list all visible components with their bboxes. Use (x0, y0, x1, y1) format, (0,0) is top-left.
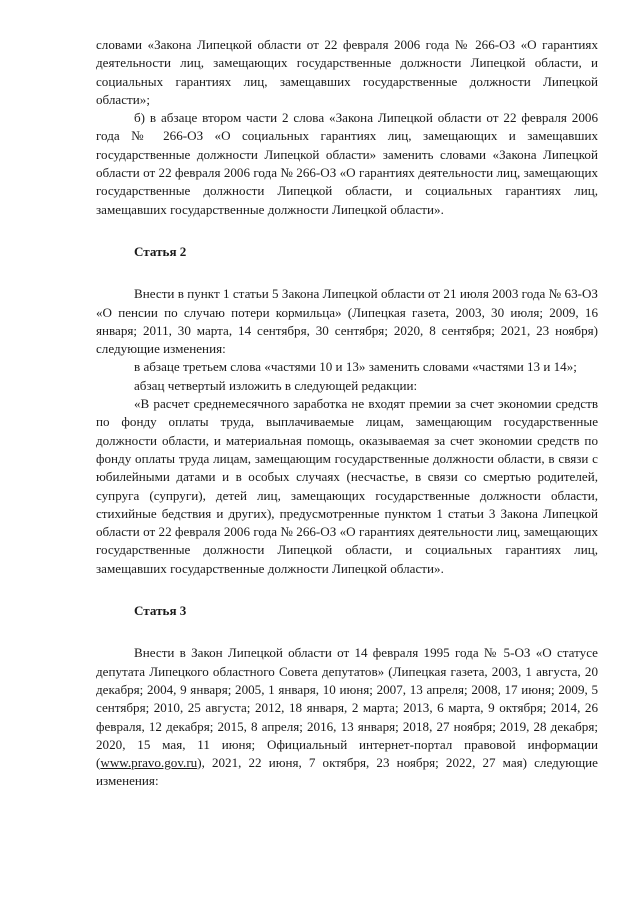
pravo-gov-link[interactable]: www.pravo.gov.ru (100, 755, 198, 771)
article-2-item-1: в абзаце третьем слова «частями 10 и 13» заменить словами «частями 13 и 14»; (134, 359, 577, 375)
article-3-intro-part-2: ), 2021, 22 июня, 7 октября, 23 ноября; 2022, 27 мая) следующие изменения: (96, 755, 598, 789)
article-3-intro (96, 644, 598, 790)
paragraph-item-b: б) в абзаце втором части 2 слова «Закона Липецкой области от 22 февраля 2006 года № 266-ОЗ «О социальных гарантиях лиц, замещающих и замещавших государственные должности Липецкой области» заменить словами «Закона Липецкой области от 22 февраля 2006 года № 266-ОЗ «О гарантиях деятельности лиц, замещающих государственные должности Липецкой области, и социальных гарантиях лиц, замещавших государственные должности Липецкой области». (96, 110, 598, 217)
article-2-quote: «В расчет среднемесячного заработка не входят премии за счет экономии средств по фонду оплаты труда, выплачиваемые лицам, замещающим государственные должности области, и материальная помощь, оказываемая за счет экономии средств по фонду оплаты труда лицам, замещающим государственные должности области, в связи с юбилейными датами и в особых случаях (несчастье, в связи со смертью родителей, супруга (супруги), детей лиц, замещающих государственные должности области, стихийные бедствия и других), предусмотренные пунктом 1 статьи 3 Закона Липецкой области от 22 февраля 2006 года № 266-ОЗ «О гарантиях деятельности лиц, замещающих государственные должности Липецкой области, и социальных гарантиях лиц, замещавших государственные должности Липецкой области». (96, 396, 598, 576)
article-3-heading: Статья 3 (134, 603, 187, 619)
article-2-item-2: абзац четвертый изложить в следующей редакции: (134, 377, 418, 393)
article-3-intro-part-1: Внести в Закон Липецкой области от 14 февраля 1995 года № 5-ОЗ «О статусе депутата Липецкого областного Совета депутатов» (Липецкая газета, 2003, 1 августа, 20 декабря; 2004, 9 января; 2005, 1 января, 10 июня; 2007, 13 апреля; 2008, 17 июня; 2009, 5 сентября; 2010, 25 августа; 2012, 18 января, 2 марта; 2013, 6 марта, 9 октября; 2014, 26 февраля, 12 декабря; 2015, 8 апреля; 2016, 13 января; 2018, 27 ноября; 2019, 28 декабря; 2020, 15 мая, 11 июня; Официальный интернет-портал правовой информации ( (96, 645, 598, 771)
paragraph-continuation: словами «Закона Липецкой области от 22 февраля 2006 года № 266-ОЗ «О гарантиях деятельности лиц, замещающих государственные должности Липецкой области, и социальных гарантиях лиц, замещавших государственные должности Липецкой области»; (96, 37, 598, 107)
article-2-heading: Статья 2 (134, 243, 187, 259)
document-page (96, 36, 598, 791)
article-2-intro: Внести в пункт 1 статьи 5 Закона Липецкой области от 21 июля 2003 года № 63-ОЗ «О пенсии по случаю потери кормильца» (Липецкая газета, 2003, 30 июля; 2009, 16 января; 2011, 30 марта, 14 сентября, 30 сентября; 2020, 8 сентября; 2021, 23 ноября) следующие изменения: (96, 286, 598, 357)
